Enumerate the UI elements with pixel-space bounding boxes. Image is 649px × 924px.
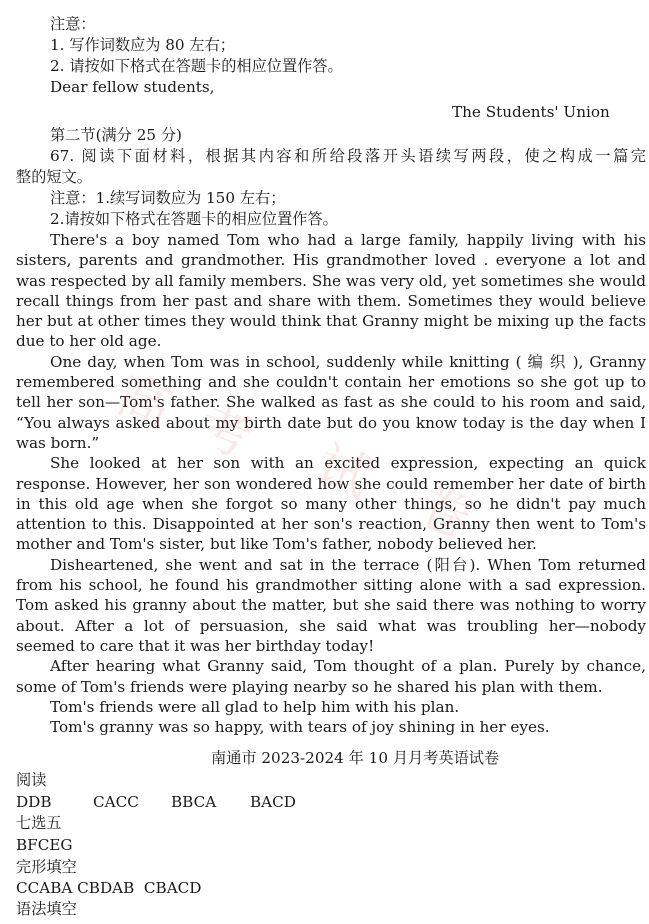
note-title: 注意： [50, 15, 96, 33]
cloze-answer: CCABA CBDAB CBACD [16, 879, 202, 897]
story-passage [16, 230, 646, 737]
answer-key-title: 南通市 2023-2024 年 10 月月考英语试卷 [211, 749, 500, 767]
watermark-mark: 卷 [408, 475, 480, 551]
reading-answer-group: BBCA [171, 793, 217, 811]
seven-five-answer: BFCEG [16, 836, 73, 854]
section-heading: 第二节(满分 25 分) [50, 126, 182, 144]
reading-answer-group: BACD [250, 793, 296, 811]
note-item-2: 2. 请按如下格式在答题卡的相应位置作答。 [50, 57, 343, 75]
note-item-1: 1. 写作词数应为 80 左右； [50, 36, 235, 54]
story-paragraph: She looked at her son with an excited expression, expecting an quick response. However, her son wondered how she could remember her date of birth in this old age when she forgot so many other things, so he didn't pay much attention to this. Disappointed at her son's reaction, Granny then went to Tom's mother and Tom's sister, but like Tom's father, nobody believed her. [16, 454, 646, 554]
seven-five-label: 七选五 [16, 814, 62, 832]
story-paragraph: Tom's granny was so happy, with tears of joy shining in her eyes. [50, 718, 550, 737]
reading-label: 阅读 [16, 771, 47, 789]
task-instruction-line-2: 整的短文。 [16, 168, 92, 186]
letter-signature: The Students' Union [452, 103, 610, 121]
grammar-label: 语法填空 [16, 900, 77, 918]
watermark-mark: 考 [188, 395, 260, 471]
continuation-note-2: 2.请按如下格式在答题卡的相应位置作答。 [50, 210, 338, 228]
cloze-label: 完形填空 [16, 858, 77, 876]
story-paragraph: One day, when Tom was in school, suddenly while knitting ( 编 织 ), Granny remembered something and she couldn't contain her emotions so she got up to tell her son—Tom's father. She walked as fast as she could to his room and said, “You always asked about my birth date but do you know today is the day when I was born.” [16, 352, 646, 452]
letter-greeting: Dear fellow students, [50, 78, 215, 96]
story-paragraph: There's a boy named Tom who had a large family, happily living with his sisters, parents and grandmother. His grandmother loved . everyone a lot and was respected by all family members. She was very old, yet sometimes she would recall things from her past and share with them. Sometimes they would believe her but at other times they would think that Granny might be mixing up the facts due to her old age. [16, 231, 646, 351]
reading-answers-row [0, 792, 649, 812]
story-paragraph: Tom's friends were all glad to help him with his plan. [50, 697, 460, 716]
reading-answer-group: CACC [93, 793, 139, 811]
continuation-note-1: 注意：1.续写词数应为 150 左右； [50, 189, 286, 207]
watermark-mark: 高 [108, 365, 180, 441]
story-paragraph: After hearing what Granny said, Tom thought of a plan. Purely by chance, some of Tom's friends were playing nearby so he shared his plan with them. [16, 657, 646, 696]
story-paragraph: Disheartened, she went and sat in the terrace (阳台). When Tom returned from his school, he found his grandmother sitting alone with a sad expression. Tom asked his granny about the matter, but she said there was nothing to worry about. After a lot of persuasion, she said what was troubling her—nobody seemed to care that it was her birthday today! [16, 555, 646, 655]
task-instruction-line-1: 67. 阅读下面材料，根据其内容和所给段落开头语续写两段，使之构成一篇完 [50, 147, 646, 165]
reading-answer-group: DDB [16, 793, 52, 811]
watermark-mark: 试 [308, 435, 380, 511]
